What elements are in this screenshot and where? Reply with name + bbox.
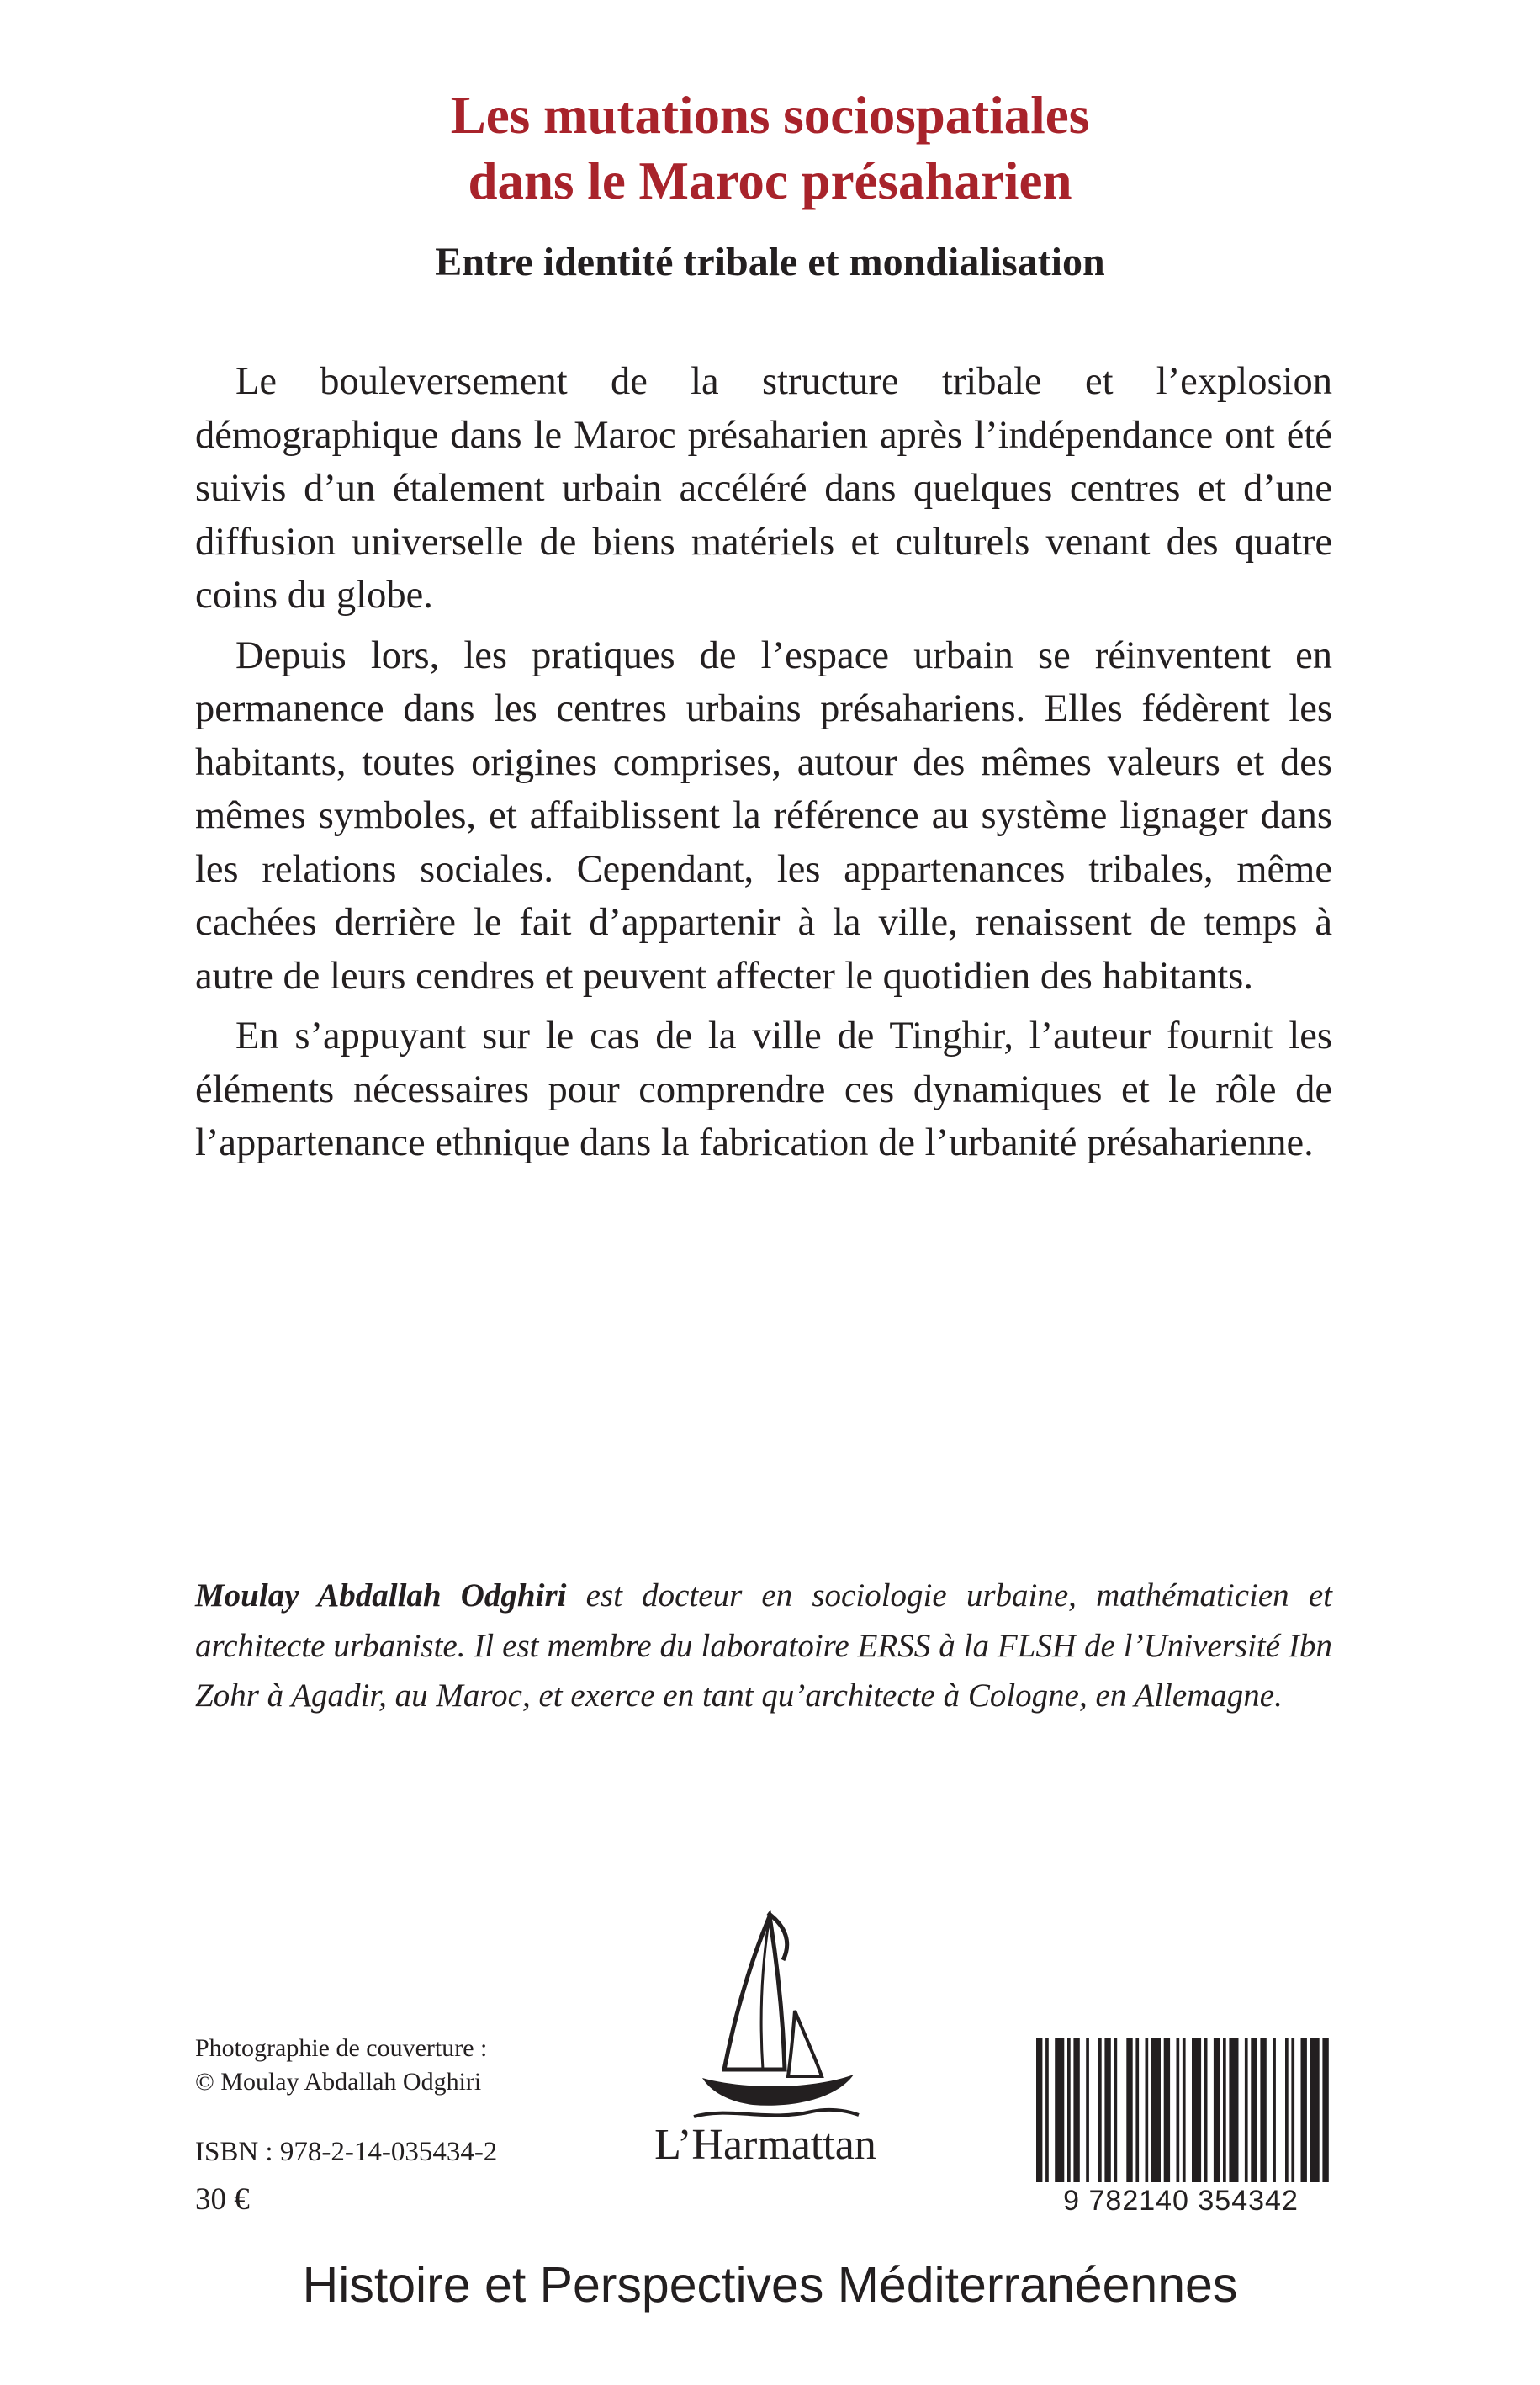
barcode-bar: [1151, 2038, 1161, 2182]
photo-credit-name: © Moulay Abdallah Odghiri: [195, 2068, 482, 2096]
barcode-bar: [1146, 2038, 1149, 2182]
barcode-bar: [1114, 2038, 1118, 2182]
barcode-bar: [1251, 2038, 1257, 2182]
barcode-bar: [1301, 2038, 1307, 2182]
barcode-bar: [1104, 2038, 1110, 2182]
blurb-paragraph-2: Depuis lors, les pratiques de l’espace urbain se réinventent en permanence dans les centres urbains présahariens. Elles fédèrent les habitants, toutes origines comprises, autour des mêmes valeurs et des mêmes symboles, et affaiblissent la référence au système lignager dans les relations sociales. Cependant, les appartenances tribales, même cachées derrière le fait d’appartenir à la ville, renaissent de temps à autre de leurs cendres et peuvent affecter le quotidien des habitants.: [195, 633, 1332, 998]
blurb-paragraph-3: En s’appuyant sur le cas de la ville de Tinghir, l’auteur fournit les éléments nécessaires pour comprendre ces dynamiques et le rôle de l’appartenance ethnique dans la fabrication de l’urbanité présaharienne.: [195, 1015, 1332, 1164]
book-title: [0, 82, 1540, 214]
isbn: ISBN : 978-2-14-035434-2: [195, 2137, 498, 2167]
barcode-bar: [1073, 2038, 1079, 2182]
barcode-bar: [1126, 2038, 1132, 2182]
barcode-bar: [1229, 2038, 1238, 2182]
barcode: [1031, 2038, 1331, 2218]
barcode-bar: [1223, 2038, 1226, 2182]
barcode-bar: [1245, 2038, 1248, 2182]
barcode-bar: [1291, 2038, 1294, 2182]
book-subtitle: Entre identité tribale et mondialisation: [435, 240, 1105, 284]
barcode-digits: 9 782140 354342: [1063, 2185, 1299, 2217]
barcode-bar: [1055, 2038, 1064, 2182]
barcode-bar: [1183, 2038, 1186, 2182]
barcode-bar: [1310, 2038, 1320, 2182]
barcode-bar: [1204, 2038, 1208, 2182]
photo-credit: [195, 2032, 487, 2099]
photo-credit-label: Photographie de couverture :: [195, 2034, 488, 2062]
barcode-bar: [1214, 2038, 1220, 2182]
barcode-bar: [1177, 2038, 1180, 2182]
publisher-sailboat-logo-icon: [643, 1910, 896, 2128]
barcode-bar: [1135, 2038, 1139, 2182]
barcode-bars: [1031, 2038, 1331, 2182]
barcode-bar: [1273, 2038, 1276, 2182]
barcode-bar: [1098, 2038, 1102, 2182]
publisher-name: L’Harmattan: [654, 2121, 876, 2169]
book-title-line-2: dans le Maroc présaharien: [468, 151, 1072, 210]
blurb: [195, 355, 1332, 1177]
author-name: Moulay Abdallah Odghiri: [195, 1577, 567, 1614]
barcode-bar: [1322, 2038, 1328, 2182]
blurb-paragraph-1: Le bouleversement de la structure tribale et l’explosion démographique dans le Maroc présaharien après l’indépendance ont été suivis d’un étalement urbain accéléré dans quelques centres et d’une diffusion universelle de biens matériels et culturels venant des quatre coins du globe.: [195, 360, 1332, 617]
series-name: Histoire et Perspectives Méditerranéennes: [302, 2257, 1238, 2313]
barcode-bar: [1036, 2038, 1042, 2182]
book-title-line-1: Les mutations sociospatiales: [450, 86, 1090, 145]
barcode-bar: [1260, 2038, 1266, 2182]
barcode-bar: [1164, 2038, 1170, 2182]
barcode-bar: [1285, 2038, 1289, 2182]
price: 30 €: [195, 2182, 250, 2217]
barcode-bar: [1067, 2038, 1071, 2182]
author-bio-text: est docteur en sociologie urbaine, mathématicien et architecte urbaniste. Il est membre du laboratoire ERSS à la FLSH de l’Université Ibn Zohr à Agadir, au Maroc, et exerce en tant qu’architecte à Cologne, en Allemagne.: [195, 1577, 1332, 1714]
barcode-bar: [1045, 2038, 1049, 2182]
barcode-bar: [1086, 2038, 1089, 2182]
barcode-bar: [1192, 2038, 1201, 2182]
author-bio: [195, 1571, 1332, 1721]
